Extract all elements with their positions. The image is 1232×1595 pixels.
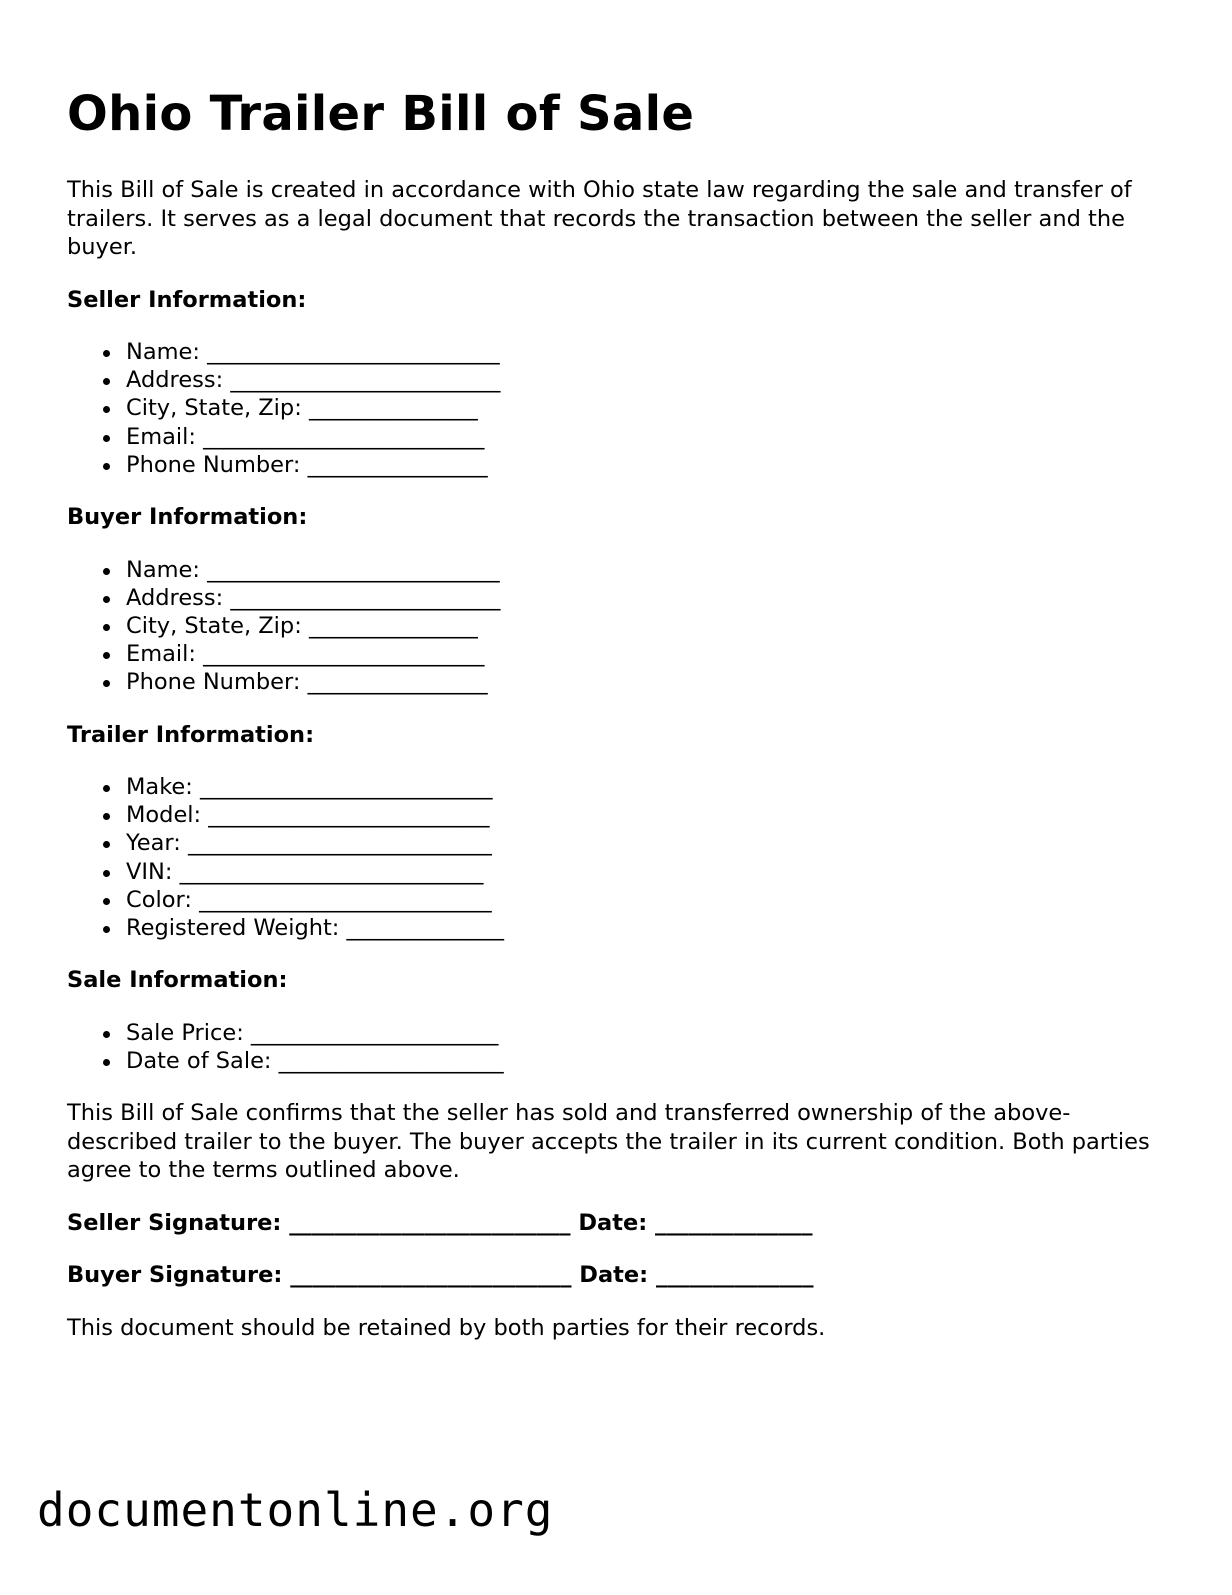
retention-note: This document should be retained by both parties for their records. [67, 1314, 826, 1341]
seller-email-field: Email: _________________________ [126, 423, 1167, 451]
seller-phone-field: Phone Number: ________________ [126, 451, 1167, 479]
buyer-field-list [67, 556, 1167, 697]
seller-name-field: Name: __________________________ [126, 338, 1167, 366]
buyer-heading: Buyer Information: [67, 504, 308, 531]
sale-date-field: Date of Sale: ____________________ [126, 1047, 1167, 1075]
trailer-heading: Trailer Information: [67, 721, 315, 748]
buyer-address-field: Address: ________________________ [126, 584, 1167, 612]
seller-address-field: Address: ________________________ [126, 366, 1167, 394]
trailer-model-field: Model: _________________________ [126, 801, 1167, 829]
trailer-field-list [67, 773, 1167, 942]
seller-city-field: City, State, Zip: _______________ [126, 394, 1167, 422]
buyer-email-field: Email: _________________________ [126, 640, 1167, 668]
seller-field-list [67, 338, 1167, 479]
buyer-signature-line: Buyer Signature: _________________________ Date: ______________ [67, 1262, 814, 1289]
seller-signature-line: Seller Signature: _________________________ Date: ______________ [67, 1209, 813, 1236]
site-watermark: documentonline.org [37, 1483, 554, 1537]
trailer-weight-field: Registered Weight: ______________ [126, 914, 1167, 942]
trailer-year-field: Year: ___________________________ [126, 829, 1167, 857]
trailer-make-field: Make: __________________________ [126, 773, 1167, 801]
sale-price-field: Sale Price: ______________________ [126, 1019, 1167, 1047]
trailer-vin-field: VIN: ___________________________ [126, 858, 1167, 886]
sale-field-list [67, 1019, 1167, 1075]
trailer-color-field: Color: __________________________ [126, 886, 1167, 914]
sale-heading: Sale Information: [67, 967, 288, 994]
buyer-city-field: City, State, Zip: _______________ [126, 612, 1167, 640]
confirmation-paragraph: This Bill of Sale confirms that the seller has sold and transferred ownership of the above-described trailer to the buyer. The buyer accepts the trailer in its current condition. Both parties agree to the terms outlined above. [67, 1100, 1150, 1184]
buyer-phone-field: Phone Number: ________________ [126, 668, 1167, 696]
buyer-name-field: Name: __________________________ [126, 556, 1167, 584]
intro-paragraph: This Bill of Sale is created in accordance with Ohio state law regarding the sale and transfer of trailers. It serves as a legal document that records the transaction between the seller and the buyer. [67, 177, 1132, 260]
document-title: Ohio Trailer Bill of Sale [67, 86, 695, 142]
seller-heading: Seller Information: [67, 286, 307, 313]
document-page [67, 84, 1167, 1342]
